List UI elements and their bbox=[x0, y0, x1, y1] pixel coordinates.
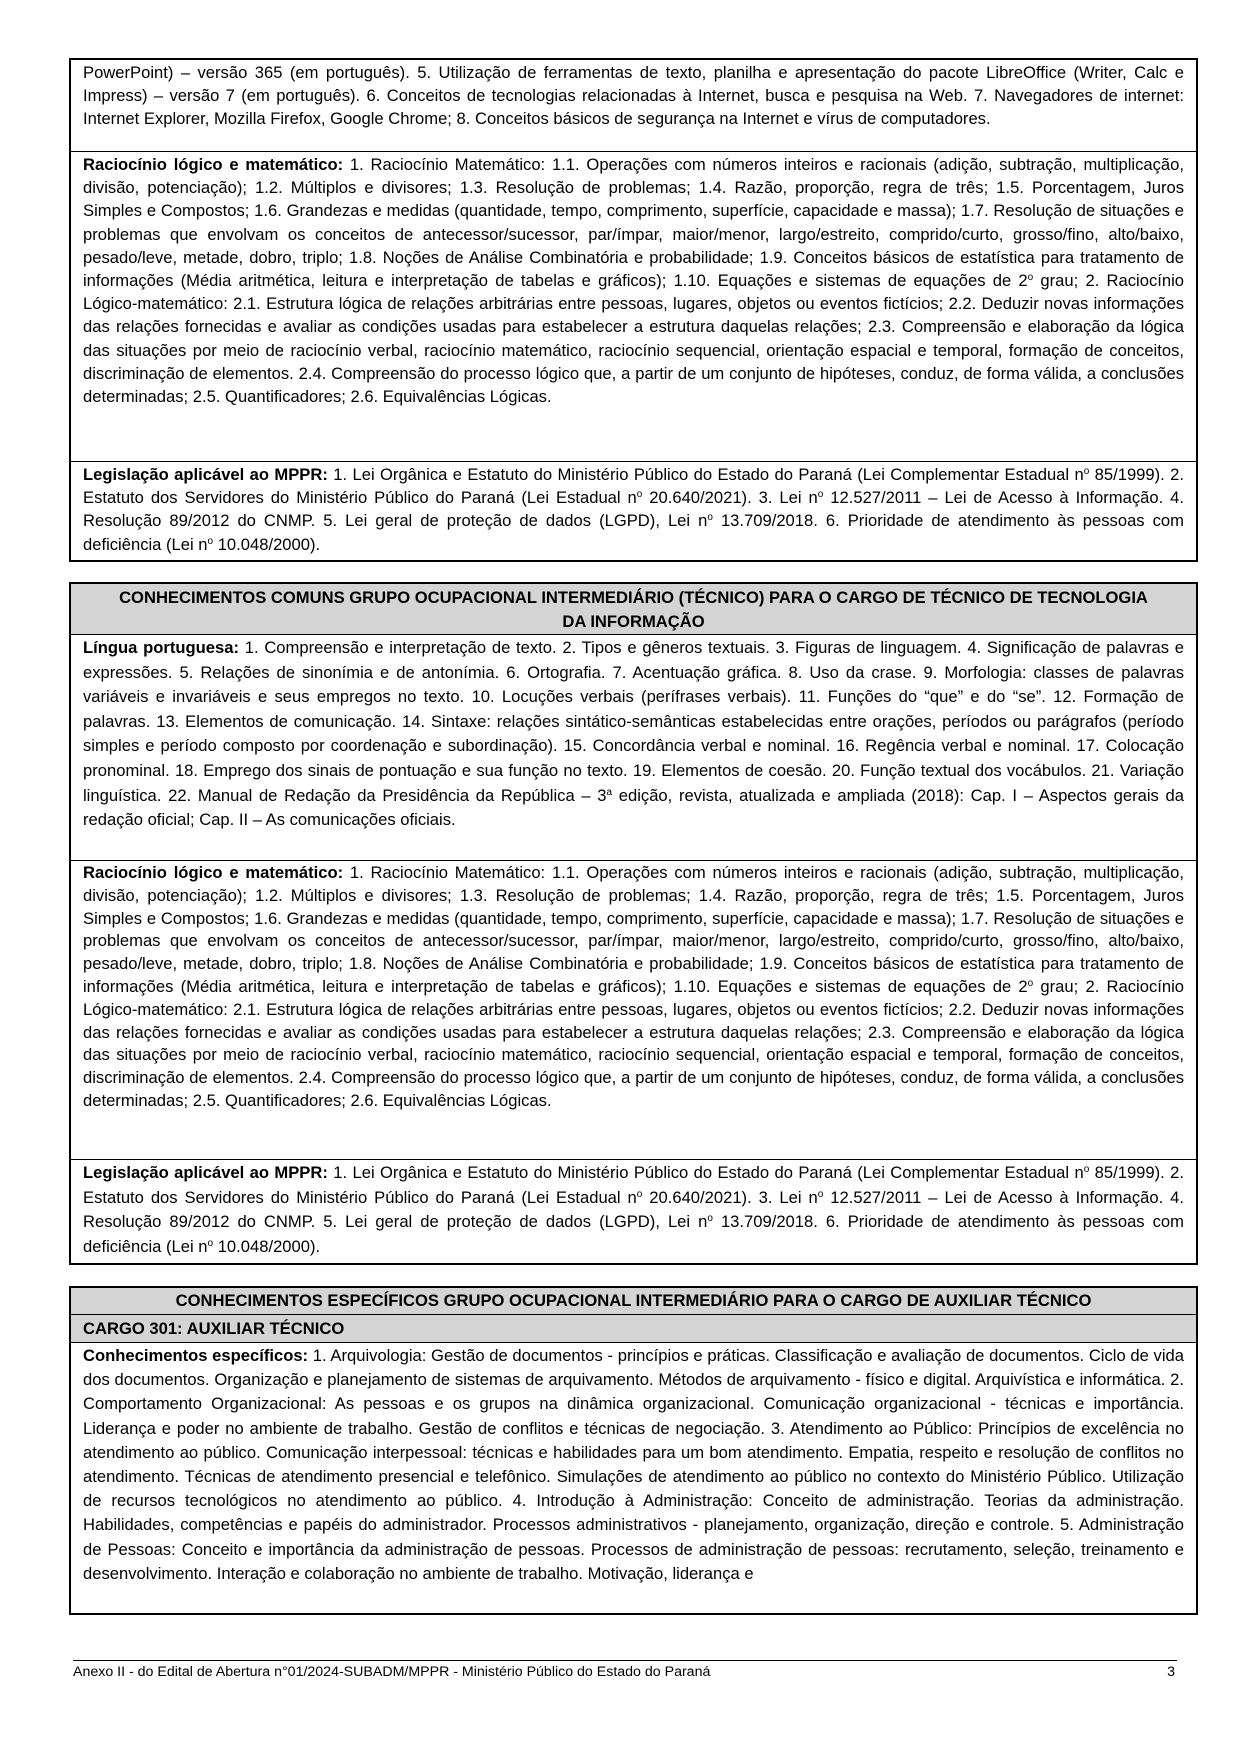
ordinal-indicator: o bbox=[817, 1188, 824, 1200]
ordinal-indicator: o bbox=[1027, 272, 1034, 284]
ordinal-indicator: o bbox=[707, 512, 713, 524]
footer-divider bbox=[73, 1660, 1177, 1661]
table-row-informatica-continuation bbox=[71, 60, 1196, 152]
table-header bbox=[71, 1288, 1196, 1315]
row-text: 1. Arquivologia: Gestão de documentos - princípios e práticas. Classificação e avaliação de documentos. Ciclo de vida dos documentos. Organização e planejamento de sistemas de arquivamento. Métodos de arquivamento - físico e digital. Arquivística e informática. 2. Comportamento Organizacional: As pessoas e os grupos na dinâmica organizacional. Comunicação organizacional - técnicas e importância. Liderança e poder no ambiente de trabalho. Gestão de conflitos e técnicas de negociação. 3. Atendimento ao Público: Princípios de excelência no atendimento ao público. Comunicação interpessoal: técnicas e habilidades para um bom atendimento. Empatia, respeito e resolução de conflitos no atendimento. Técnicas de atendimento presencial e telefônico. Simulações de atendimento ao público no contexto do Ministério Público. Utilização de recursos tecnológicos no atendimento ao público. 4. Introdução à Administração: Conceito de administração. Teorias da administração. Habilidades, competências e papéis do administrador. Processos administrativos - planejamento, organização, direção e controle. 5. Administração de Pessoas: Conceito e importância da administração de pessoas. Processos de administração de pessoas: recrutamento, seleção, treinamento e desenvolvimento. Interação e colaboração no ambiente de trabalho. Motivação, liderança e bbox=[83, 1346, 1184, 1583]
row-label: Raciocínio lógico e matemático: bbox=[83, 863, 344, 882]
table-conhecimentos-especificos bbox=[69, 1286, 1198, 1615]
cargo-subheader-text: CARGO 301: AUXILIAR TÉCNICO bbox=[83, 1319, 345, 1338]
row-text: PowerPoint) – versão 365 (em português). 5. Utilização de ferramentas de texto, planilha e apresentação do pacote LibreOffice (Writer, Calc e Impress) – versão 7 (em português). 6. Conceitos de tecnologias relacionadas à Internet, busca e pesquisa na Web. 7. Navegadores de internet: Internet Explorer, Mozilla Firefox, Google Chrome; 8. Conceitos básicos de segurança na Internet e vírus de computadores. bbox=[83, 63, 1184, 129]
ordinal-indicator: o bbox=[1027, 977, 1034, 989]
ordinal-indicator: a bbox=[606, 786, 613, 798]
ordinal-indicator: o bbox=[207, 535, 214, 547]
table-row-legislacao bbox=[71, 1160, 1196, 1263]
page-number: 3 bbox=[1167, 1664, 1175, 1680]
ordinal-indicator: o bbox=[207, 1237, 214, 1249]
row-text: 1. Raciocínio Matemático: 1.1. Operações com números inteiros e racionais (adição, subtração, multiplicação, divisão, potenciação); 1.2. Múltiplos e divisores; 1.3. Resolução de problemas; 1.4. Razão, proporção, regra de três; 1.5. Porcentagem, Juros Simples e Compostos; 1.6. Grandezas e medidas (quantidade, tempo, comprimento, superfície, capacidade e massa); 1.7. Resolução de situações e problemas que envolvam os conceitos de antecessor/sucessor, par/ímpar, maior/menor, largo/estreito, comprido/curto, grosso/fino, alto/baixo, pesado/leve, metade, dobro, triplo; 1.8. Noções de Análise Combinatória e probabilidade; 1.9. Conceitos básicos de estatística para tratamento de informações (Média aritmética, leitura e interpretação de tabelas e gráficos); 1.10. Equações e sistemas de equações de 2$^o$ grau; 2. Raciocínio Lógico-matemático: 2.1. Estrutura lógica de relações arbitrárias entre pessoas, lugares, objetos ou eventos fictícios; 2.2. Deduzir novas informações das relações fornecidas e avaliar as condições usadas para estabelecer a estrutura daquelas relações; 2.3. Compreensão e elaboração da lógica das situações por meio de raciocínio verbal, raciocínio matemático, raciocínio sequencial, orientação espacial e temporal, formação de conceitos, discriminação de elementos. 2.4. Compreensão do processo lógico que, a partir de um conjunto de hipóteses, conduz, de forma válida, a conclusões determinadas; 2.5. Quantificadores; 2.6. Equivalências Lógicas. bbox=[83, 155, 1185, 407]
ordinal-indicator: o bbox=[636, 489, 643, 501]
row-text: 1. Lei Orgânica e Estatuto do Ministério Público do Estado do Paraná (Lei Complementar Estadual $n^o$ 85/1999). 2. Estatuto dos Servidores do Ministério Público do Paraná (Lei Estadual $n^o$ 20.640/2021). 3. Lei $n^o$ 12.527/2011 – Lei de Acesso à Informação. 4. Resolução 89/2012 do CNMP. 5. Lei geral de proteção de dados (LGPD), Lei $n^o$ 13.709/2018. 6. Prioridade de atendimento às pessoas com deficiência (Lei $n^o$ 10.048/2000). bbox=[83, 1163, 1184, 1256]
row-label: Legislação aplicável ao MPPR: bbox=[83, 465, 328, 484]
row-text: 1. Compreensão e interpretação de texto. 2. Tipos e gêneros textuais. 3. Figuras de linguagem. 4. Significação de palavras e expressões. 5. Relações de sinonímia e de antonímia. 6. Ortografia. 7. Acentuação gráfica. 8. Uso da crase. 9. Morfologia: classes de palavras variáveis e invariáveis e seus empregos no texto. 10. Locuções verbais (perífrases verbais). 11. Funções do “que” e do “se”. 12. Formação de palavras. 13. Elementos de comunicação. 14. Sintaxe: relações sintático-semânticas estabelecidas entre orações, períodos ou parágrafos (período simples e período composto por coordenação e subordinação). 15. Concordância verbal e nominal. 16. Regência verbal e nominal. 17. Colocação pronominal. 18. Emprego dos sinais de pontuação e sua função no texto. 19. Elementos de coesão. 20. Função textual dos vocábulos. 21. Variação linguística. 22. Manual de Redação da Presidência da República – 3$^a$ edição, revista, atualizada e ampliada (2018): Cap. I – Aspectos gerais da redação oficial; Cap. II – As comunicações oficiais. bbox=[83, 638, 1184, 830]
ordinal-indicator: o bbox=[1083, 466, 1090, 477]
table-continuation bbox=[69, 58, 1198, 562]
ordinal-indicator: o bbox=[817, 489, 824, 501]
cargo-subheader bbox=[71, 1315, 1196, 1343]
row-label: Conhecimentos específicos: bbox=[83, 1346, 309, 1365]
row-label: Língua portuguesa: bbox=[83, 638, 239, 657]
table-row-raciocinio bbox=[71, 152, 1196, 462]
table-header bbox=[71, 584, 1196, 635]
table-row-conhecimentos-especificos bbox=[71, 1343, 1196, 1613]
table-header-text: CONHECIMENTOS ESPECÍFICOS GRUPO OCUPACIONAL INTERMEDIÁRIO PARA O CARGO DE AUXILIAR TÉCNICO bbox=[175, 1291, 1092, 1310]
row-label: Legislação aplicável ao MPPR: bbox=[83, 1163, 328, 1182]
table-header-text: CONHECIMENTOS COMUNS GRUPO OCUPACIONAL INTERMEDIÁRIO (TÉCNICO) PARA O CARGO DE TÉCNICO DE TECNOLOGIA DA INFORMAÇÃO bbox=[119, 588, 1148, 631]
table-row-legislacao bbox=[71, 462, 1196, 560]
ordinal-indicator: o bbox=[636, 1188, 643, 1200]
table-conhecimentos-comuns bbox=[69, 582, 1198, 1265]
ordinal-indicator: o bbox=[1083, 1164, 1090, 1175]
table-row-raciocinio bbox=[71, 861, 1196, 1160]
row-text: 1. Raciocínio Matemático: 1.1. Operações com números inteiros e racionais (adição, subtração, multiplicação, divisão, potenciação); 1.2. Múltiplos e divisores; 1.3. Resolução de problemas; 1.4. Razão, proporção, regra de três; 1.5. Porcentagem, Juros Simples e Compostos; 1.6. Grandezas e medidas (quantidade, tempo, comprimento, superfície, capacidade e massa); 1.7. Resolução de situações e problemas que envolvam os conceitos de antecessor/sucessor, par/ímpar, maior/menor, largo/estreito, comprido/curto, grosso/fino, alto/baixo, pesado/leve, metade, dobro, triplo; 1.8. Noções de Análise Combinatória e probabilidade; 1.9. Conceitos básicos de estatística para tratamento de informações (Média aritmética, leitura e interpretação de tabelas e gráficos); 1.10. Equações e sistemas de equações de 2$^o$ grau; 2. Raciocínio Lógico-matemático: 2.1. Estrutura lógica de relações arbitrárias entre pessoas, lugares, objetos ou eventos fictícios; 2.2. Deduzir novas informações das relações fornecidas e avaliar as condições usadas para estabelecer a estrutura daquelas relações; 2.3. Compreensão e elaboração da lógica das situações por meio de raciocínio verbal, raciocínio matemático, raciocínio sequencial, orientação espacial e temporal, formação de conceitos, discriminação de elementos. 2.4. Compreensão do processo lógico que, a partir de um conjunto de hipóteses, conduz, de forma válida, a conclusões determinadas; 2.5. Quantificadores; 2.6. Equivalências Lógicas. bbox=[83, 863, 1185, 1110]
ordinal-indicator: o bbox=[707, 1213, 713, 1225]
row-text: 1. Lei Orgânica e Estatuto do Ministério Público do Estado do Paraná (Lei Complementar Estadual $n^o$ 85/1999). 2. Estatuto dos Servidores do Ministério Público do Paraná (Lei Estadual $n^o$ 20.640/2021). 3. Lei $n^o$ 12.527/2011 – Lei de Acesso à Informação. 4. Resolução 89/2012 do CNMP. 5. Lei geral de proteção de dados (LGPD), Lei $n^o$ 13.709/2018. 6. Prioridade de atendimento às pessoas com deficiência (Lei $n^o$ 10.048/2000). bbox=[83, 465, 1184, 554]
row-label: Raciocínio lógico e matemático: bbox=[83, 155, 344, 174]
footer-text: Anexo II - do Edital de Abertura n°01/2024-SUBADM/MPPR - Ministério Público do Estado do Paraná bbox=[73, 1664, 711, 1680]
table-row-lingua-portuguesa bbox=[71, 635, 1196, 861]
